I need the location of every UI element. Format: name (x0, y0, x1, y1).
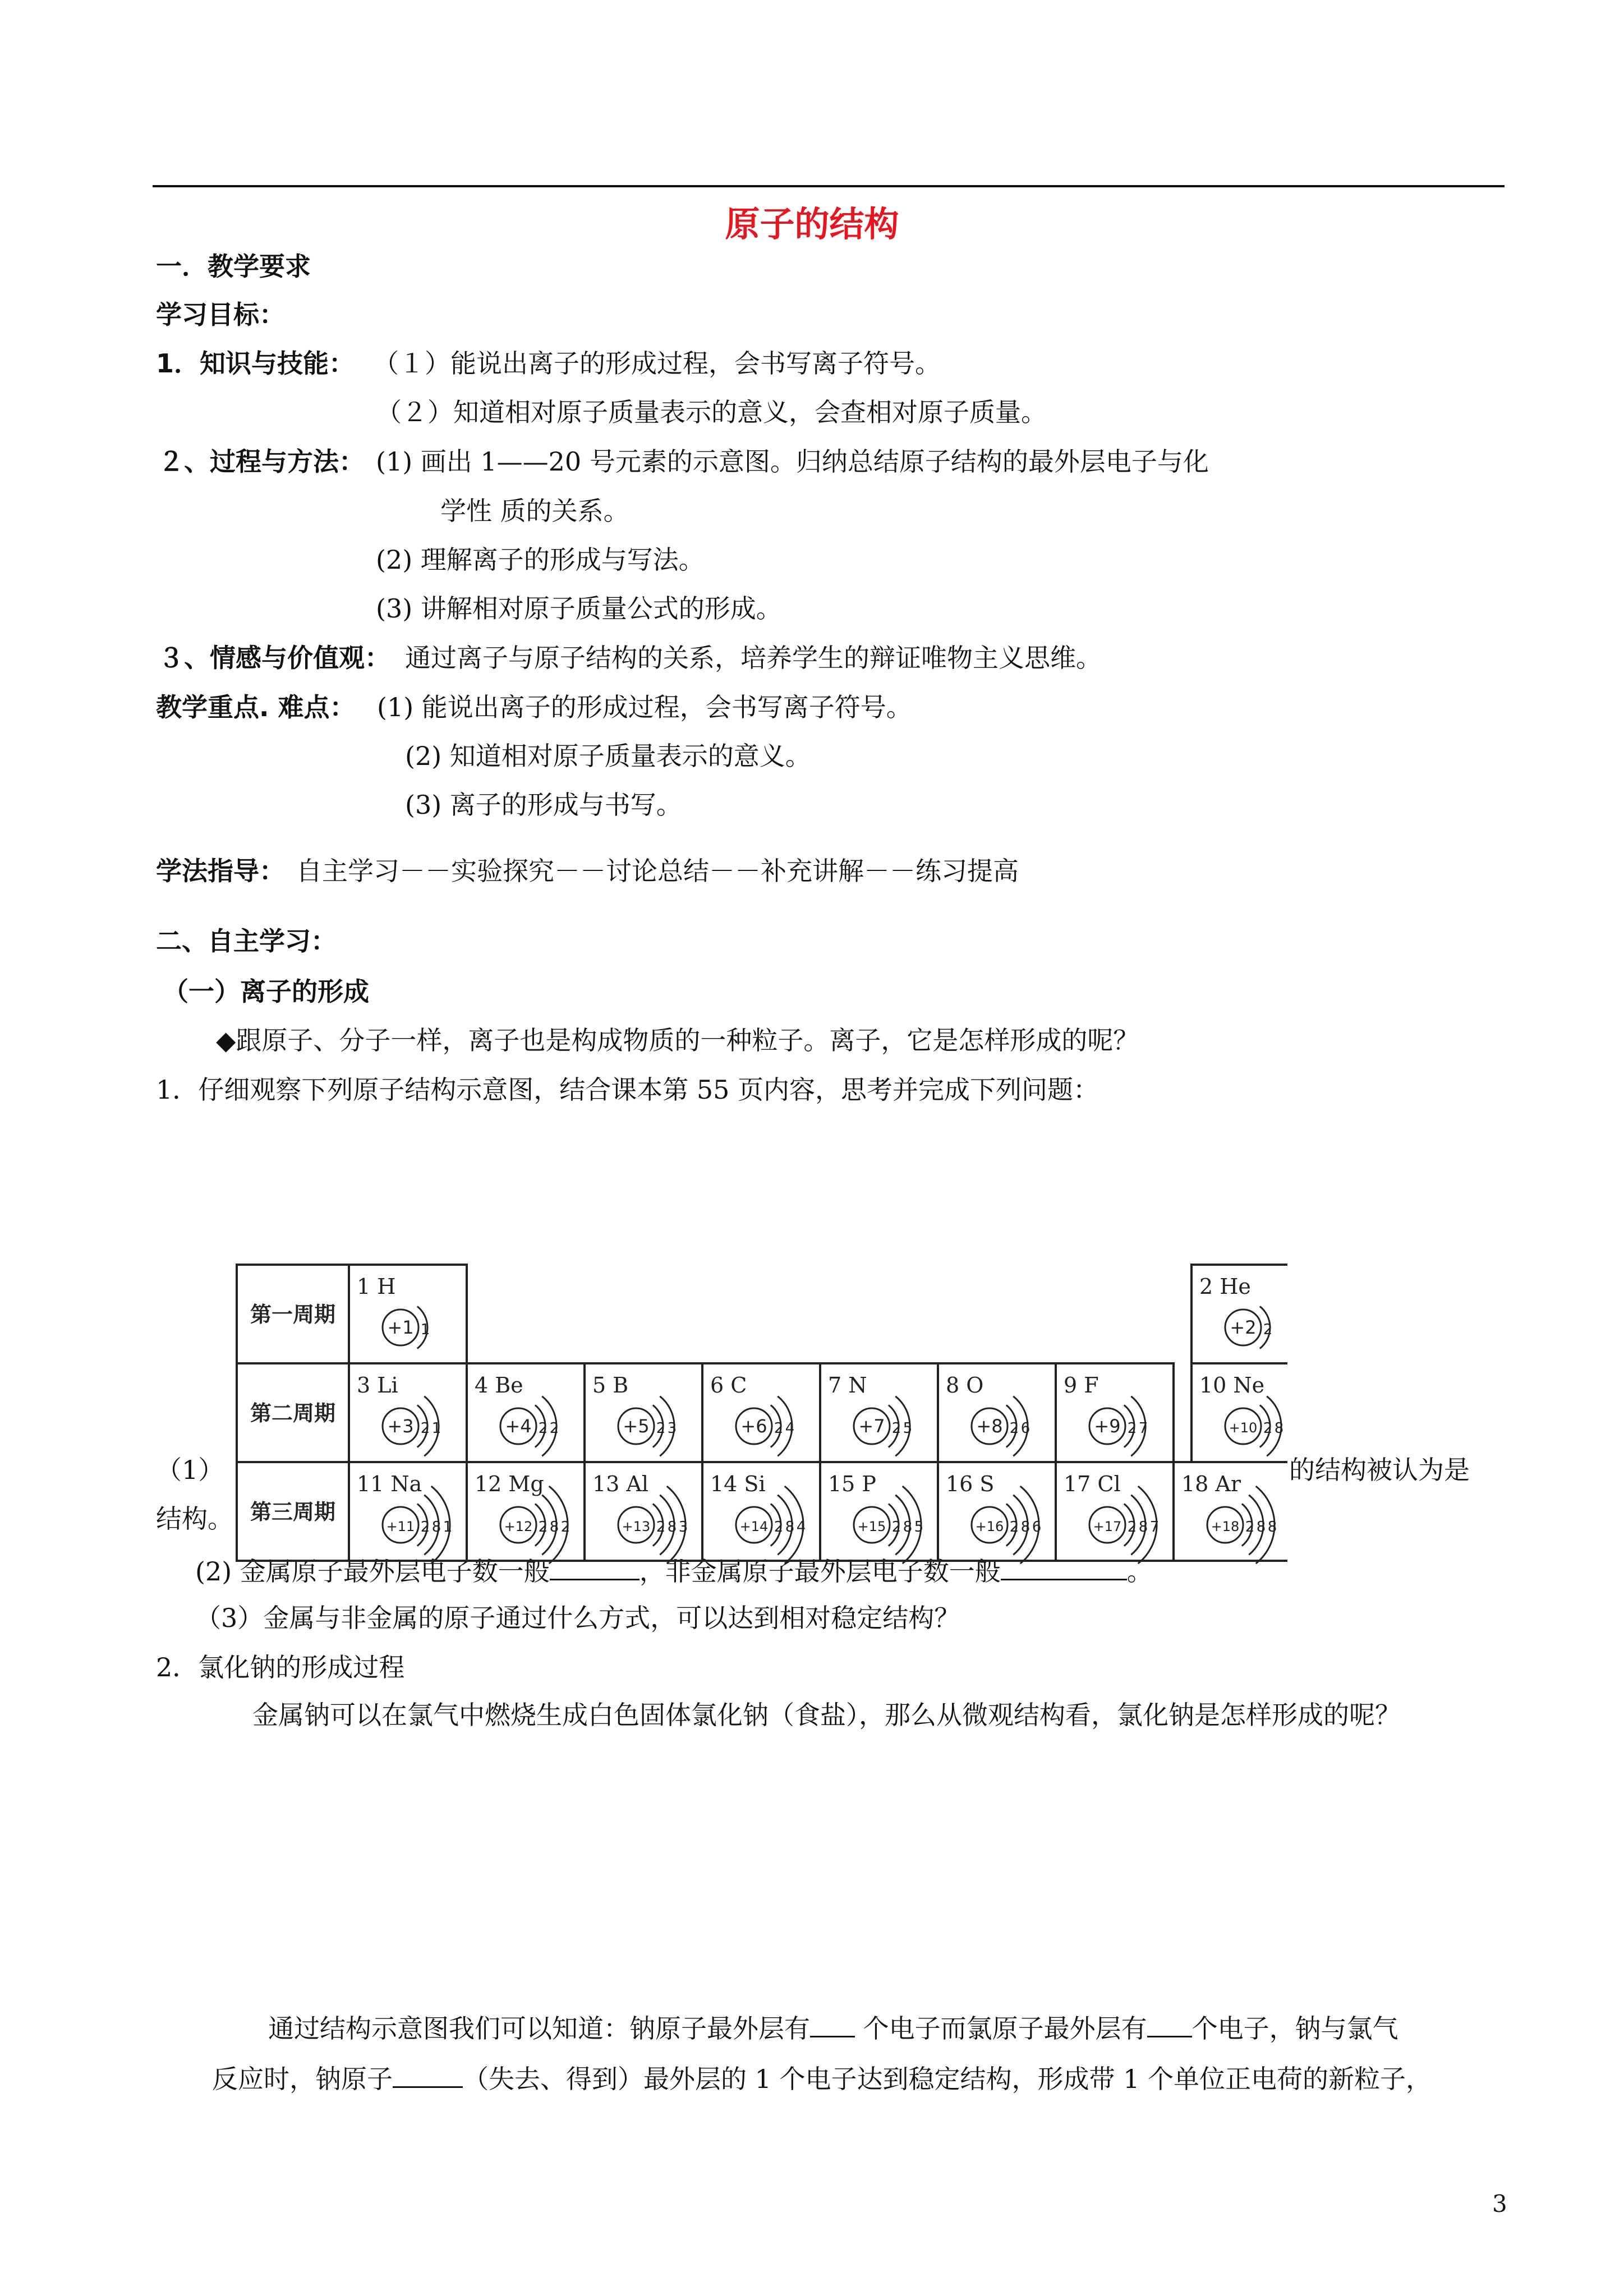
electron-count: 2 (891, 1420, 901, 1437)
question-1-3: （3）金属与非金属的原子通过什么方式，可以达到相对稳定结构？ (195, 1603, 960, 1633)
nuclear-charge: +3 (387, 1416, 414, 1437)
subsection-heading-1: （一）离子的形成 (163, 976, 369, 1007)
goal1-item-a: （１）能说出离子的形成过程，会书写离子符号。 (373, 348, 941, 379)
question-2: 2．氯化钠的形成过程 (156, 1652, 405, 1682)
electron-count: 5 (914, 1519, 924, 1536)
electron-count: 2 (1263, 1420, 1273, 1437)
paragraph-line-2 (212, 2064, 1432, 2092)
electron-count: 7 (1138, 1420, 1148, 1437)
element-label: 3 Li (357, 1373, 398, 1398)
electron-count: 2 (1245, 1519, 1255, 1536)
nuclear-charge: +14 (739, 1519, 769, 1534)
element-label: 10 Ne (1199, 1373, 1265, 1398)
electron-count: 2 (1009, 1519, 1019, 1536)
nuclear-charge: +4 (505, 1416, 532, 1437)
section-heading-2: 二、自主学习： (156, 926, 337, 956)
periodic-table-diagram (236, 1253, 1287, 1565)
goal2-item-b: (2) 理解离子的形成与写法。 (376, 545, 705, 575)
element-label: 8 O (946, 1373, 984, 1398)
key-point-c: (3) 离子的形成与书写。 (405, 790, 682, 820)
periodic-table-svg (236, 1253, 1287, 1565)
nuclear-charge: +7 (858, 1416, 885, 1437)
period-label: 第二周期 (250, 1401, 336, 1426)
goal2-item-a: (1) 画出 1——20 号元素的示意图。归纳总结原子结构的最外层电子与化 (376, 446, 1209, 477)
element-label: 2 He (1199, 1274, 1251, 1299)
element-label: 18 Ar (1181, 1472, 1241, 1496)
electron-count: 2 (420, 1420, 430, 1437)
nuclear-charge: +11 (386, 1519, 415, 1534)
section-heading-1: 一．教学要求 (156, 251, 311, 282)
electron-count: 8 (1020, 1519, 1030, 1536)
answer-blank[interactable] (393, 2064, 463, 2088)
electron-count: 8 (1138, 1519, 1148, 1536)
electron-count: 1 (443, 1519, 453, 1536)
electron-count: 8 (1267, 1519, 1277, 1536)
question-1-1-suffix: 的结构被认为是 (1289, 1455, 1470, 1485)
element-label: 4 Be (475, 1373, 523, 1398)
electron-count: 5 (903, 1420, 913, 1437)
electron-count: 8 (667, 1519, 677, 1536)
nuclear-charge: +15 (857, 1519, 886, 1534)
top-rule (153, 185, 1505, 187)
nuclear-charge: +5 (623, 1416, 650, 1437)
answer-blank[interactable] (810, 2013, 855, 2037)
goal2-item-c: (3) 讲解相对原子质量公式的形成。 (376, 593, 782, 624)
electron-count: 2 (1127, 1420, 1137, 1437)
page-title: 原子的结构 (725, 204, 899, 245)
electron-count: 8 (1256, 1519, 1266, 1536)
goal2-label: ２、过程与方法： (158, 446, 365, 477)
paragraph-1-b: 个电子而氯原子最外层有 (855, 2013, 1147, 2044)
electron-count: 1 (431, 1420, 441, 1437)
goal1-label: 1．知识与技能： (156, 348, 355, 379)
goal3-text: 通过离子与原子结构的关系，培养学生的辩证唯物主义思维。 (405, 643, 1102, 673)
method-text: 自主学习－－实验探究－－讨论总结－－补充讲解－－练习提高 (296, 856, 1019, 886)
nuclear-charge: +18 (1211, 1519, 1240, 1534)
electron-count: 3 (667, 1420, 677, 1437)
element-label: 5 B (592, 1373, 629, 1398)
nuclear-charge: +17 (1093, 1519, 1122, 1534)
electron-count: 4 (796, 1519, 806, 1536)
key-point-b: (2) 知道相对原子质量表示的意义。 (405, 741, 811, 771)
electron-count: 2 (656, 1420, 666, 1437)
electron-count: 1 (420, 1321, 430, 1338)
electron-count: 2 (420, 1519, 430, 1536)
question-1-1-line2: 结构。 (156, 1504, 233, 1534)
electron-count: 2 (1263, 1321, 1273, 1338)
element-label: 1 H (357, 1274, 396, 1299)
element-label: 17 Cl (1064, 1472, 1121, 1496)
question-1-2-a: (2) 金属原子最外层电子数一般 (195, 1556, 550, 1587)
electron-count: 8 (549, 1519, 559, 1536)
answer-blank[interactable] (1147, 2013, 1192, 2037)
paragraph-2-b: （失去、得到）最外层的 1 个电子达到稳定结构，形成带 1 个单位正电荷的新粒子， (463, 2064, 1432, 2094)
nuclear-charge: +6 (740, 1416, 767, 1437)
intro-text: ◆跟原子、分子一样，离子也是构成物质的一种粒子。离子，它是怎样形成的呢？ (216, 1025, 1139, 1055)
element-label: 15 P (828, 1472, 877, 1496)
goals-label: 学习目标： (156, 299, 285, 330)
nuclear-charge: +12 (504, 1519, 533, 1534)
key-point-a: (1) 能说出离子的形成过程，会书写离子符号。 (377, 692, 912, 722)
nuclear-charge: +2 (1230, 1317, 1257, 1338)
electron-count: 2 (774, 1420, 784, 1437)
electron-count: 8 (1274, 1420, 1284, 1437)
element-label: 16 S (946, 1472, 995, 1496)
paragraph-line-1 (268, 2013, 1398, 2044)
paragraph-2-a: 反应时，钠原子 (212, 2064, 393, 2094)
element-label: 14 Si (710, 1472, 766, 1496)
element-label: 11 Na (357, 1472, 422, 1496)
electron-count: 3 (678, 1519, 688, 1536)
nuclear-charge: +16 (975, 1519, 1004, 1534)
goal3-label: ３、情感与价值观： (158, 643, 390, 673)
electron-count: 2 (538, 1420, 548, 1437)
question-1-2-c: 。 (1126, 1556, 1153, 1587)
electron-count: 4 (785, 1420, 795, 1437)
question-1: 1．仔细观察下列原子结构示意图，结合课本第 55 页内容，思考并完成下列问题： (156, 1075, 1099, 1105)
nuclear-charge: +8 (976, 1416, 1003, 1437)
element-label: 7 N (828, 1373, 867, 1398)
electron-count: 7 (1149, 1519, 1160, 1536)
electron-count: 2 (560, 1519, 571, 1536)
electron-count: 8 (903, 1519, 913, 1536)
element-label: 12 Mg (475, 1472, 544, 1496)
electron-count: 2 (538, 1519, 548, 1536)
electron-count: 8 (785, 1519, 795, 1536)
paragraph-1-c: 个电子，钠与氯气 (1191, 2013, 1398, 2044)
goal1-item-b: （２）知道相对原子质量表示的意义，会查相对原子质量。 (376, 397, 1047, 427)
electron-count: 2 (656, 1519, 666, 1536)
question-1-1-prefix: （1） (156, 1455, 224, 1485)
nuclear-charge: +1 (387, 1317, 414, 1338)
period-label: 第一周期 (250, 1302, 336, 1327)
element-label: 9 F (1064, 1373, 1099, 1398)
electron-count: 2 (549, 1420, 559, 1437)
question-1-2-b: ，非金属原子最外层电子数一般 (639, 1556, 1001, 1587)
key-points-label: 教学重点. 难点： (156, 692, 356, 722)
element-label: 6 C (710, 1373, 747, 1398)
electron-count: 2 (1009, 1420, 1019, 1437)
period-label: 第三周期 (250, 1500, 336, 1524)
paragraph-1-a: 通过结构示意图我们可以知道：钠原子最外层有 (268, 2013, 810, 2044)
nuclear-charge: +9 (1094, 1416, 1121, 1437)
element-label: 13 Al (592, 1472, 649, 1496)
electron-count: 2 (891, 1519, 901, 1536)
electron-count: 2 (1127, 1519, 1137, 1536)
question-2-text: 金属钠可以在氯气中燃烧生成白色固体氯化钠（食盐），那么从微观结构看，氯化钠是怎样形成的呢？ (252, 1700, 1401, 1730)
nuclear-charge: +10 (1229, 1420, 1258, 1436)
electron-count: 6 (1032, 1519, 1042, 1536)
goal2-item-a-cont: 学性 质的关系。 (440, 496, 629, 526)
electron-count: 2 (774, 1519, 784, 1536)
electron-count: 8 (431, 1519, 441, 1536)
page-number: 3 (1492, 2190, 1507, 2217)
nuclear-charge: +13 (622, 1519, 651, 1534)
electron-count: 6 (1020, 1420, 1030, 1437)
method-label: 学法指导： (156, 856, 285, 886)
